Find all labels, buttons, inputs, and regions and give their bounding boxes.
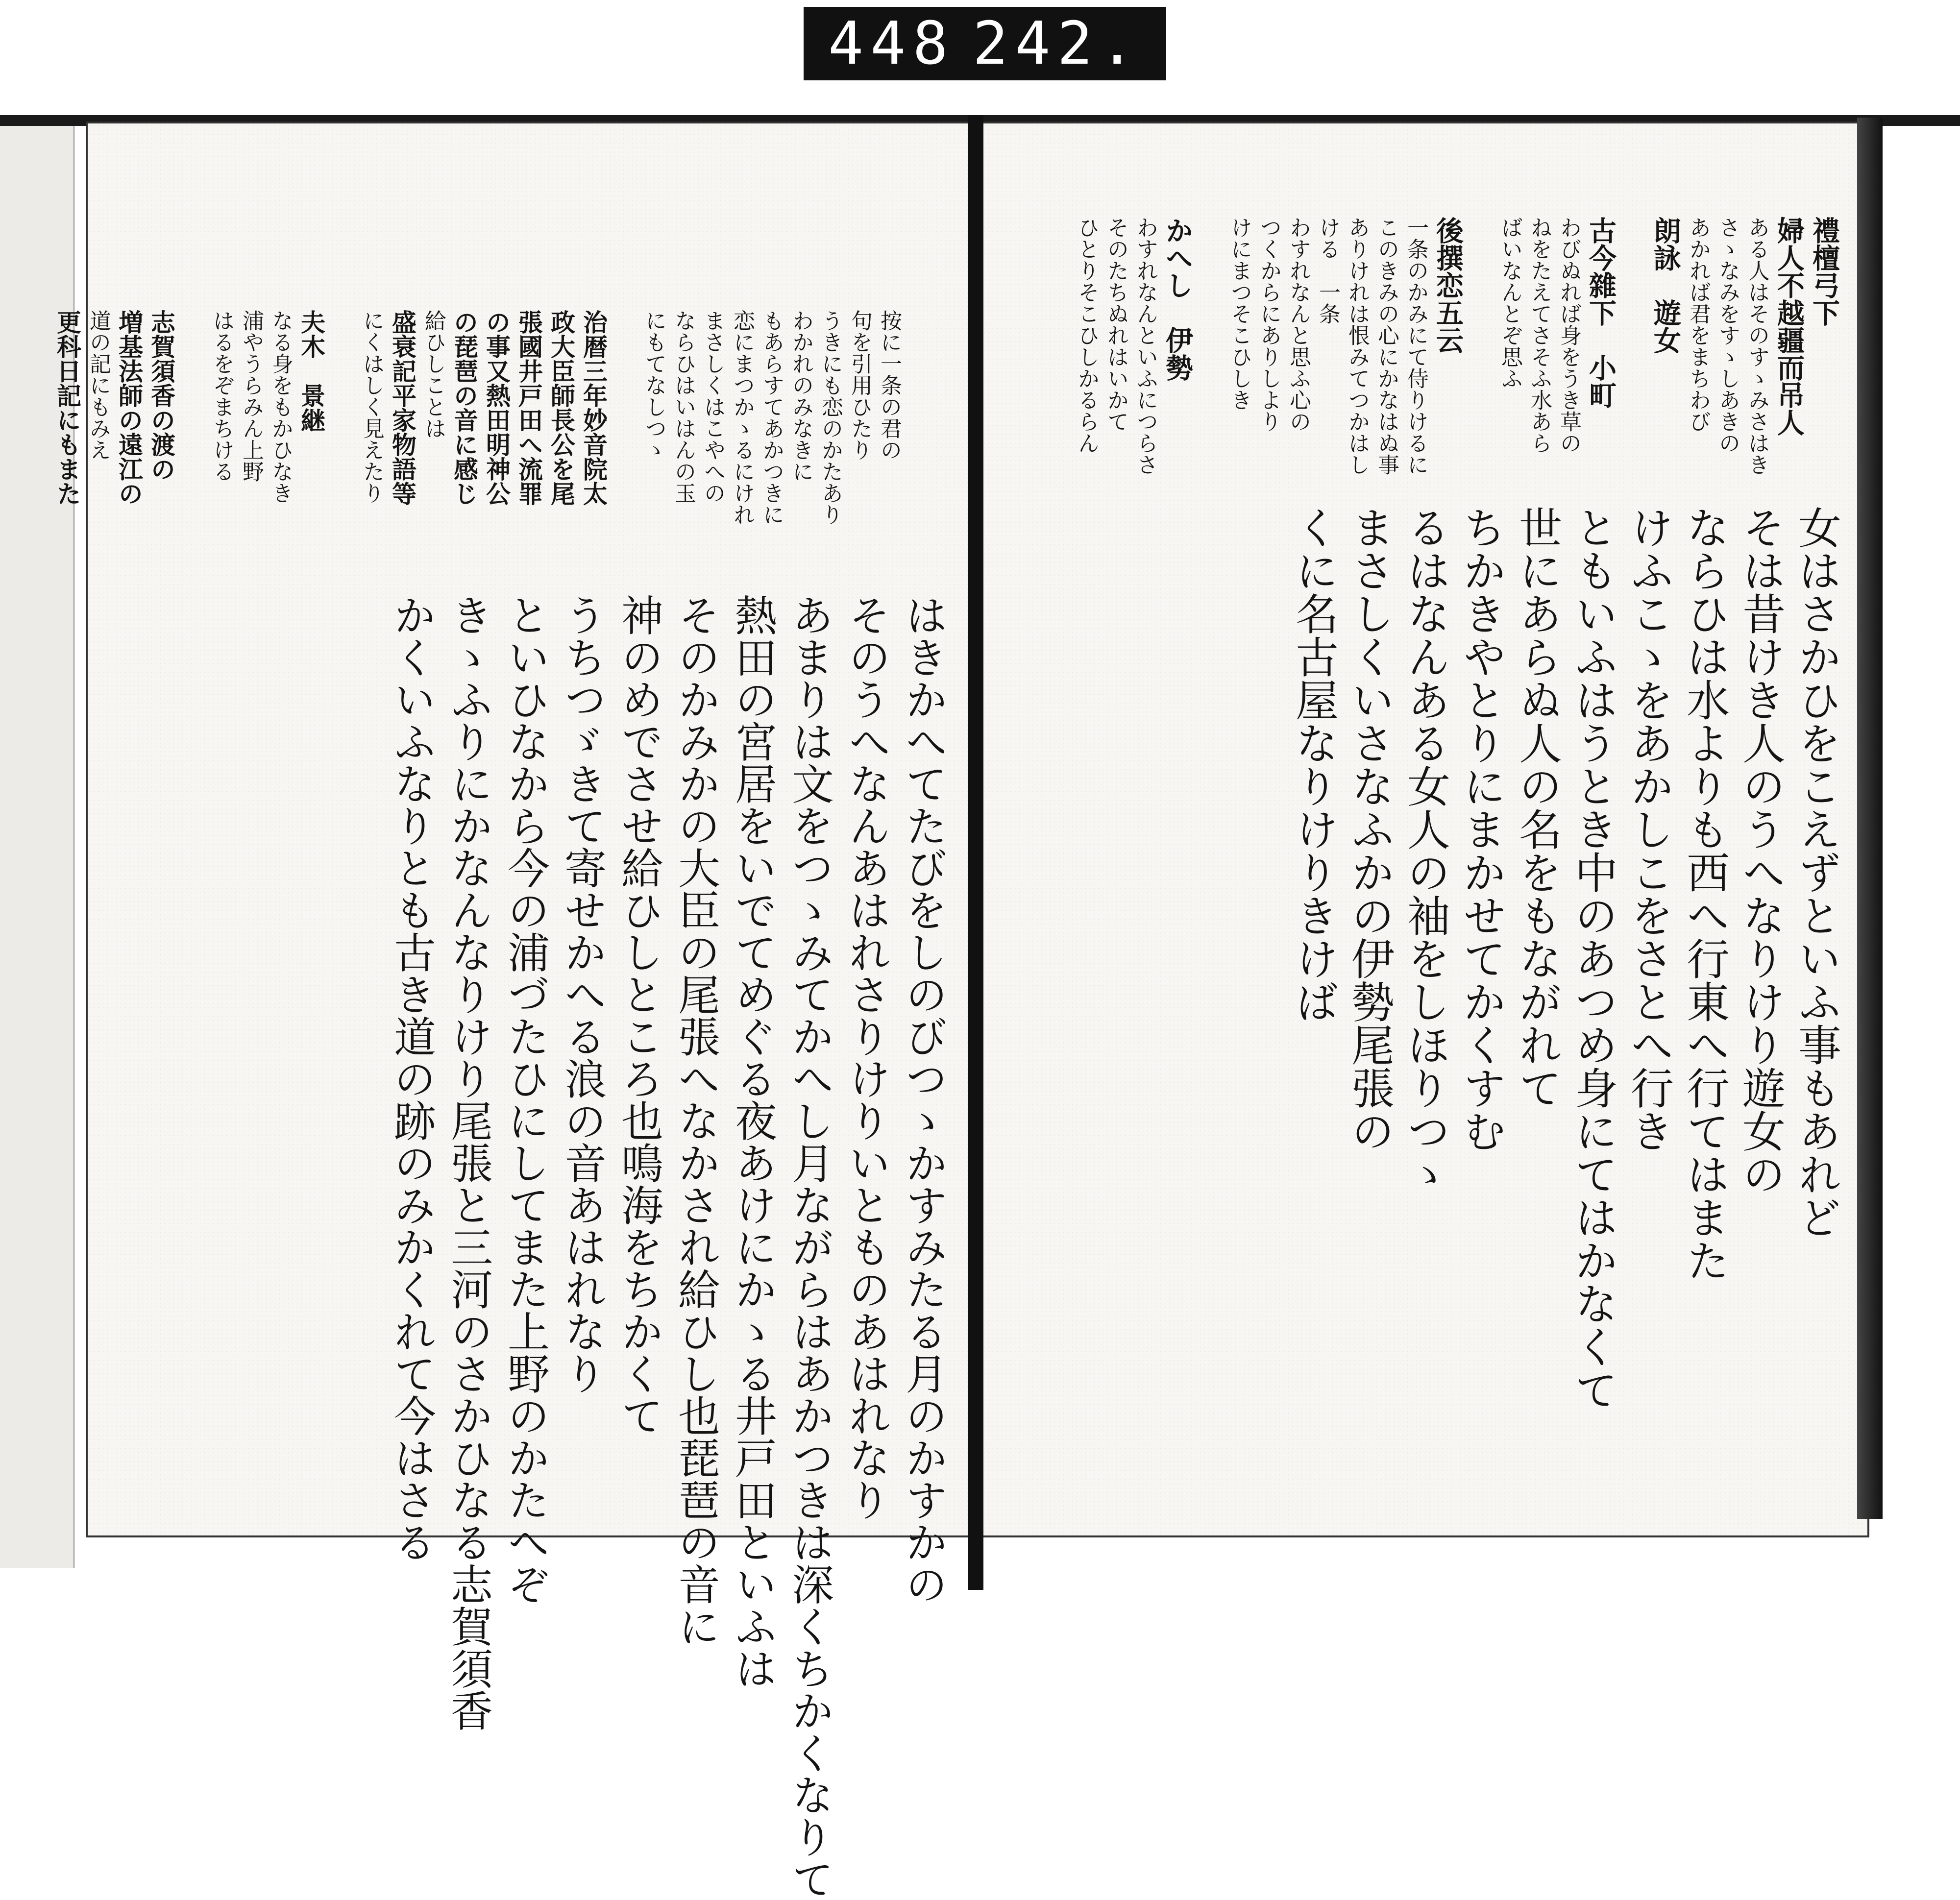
note-column: 恋にまつかゝるにけれ [730, 310, 755, 525]
note-column: 句を引用ひたり [847, 310, 872, 461]
left-page-main-text [375, 594, 947, 1900]
text-column: 世にあらぬ人の名をもながれて [1512, 506, 1563, 1109]
note-column [323, 310, 353, 525]
book-page-stack-edge [1857, 118, 1883, 1519]
note-column: ひとりそこひしかるらん [1074, 217, 1099, 454]
note-column: はるをぞまちける [209, 310, 234, 482]
note-column: わかれのみなきに [788, 310, 813, 482]
text-column: そは昔けき人のうへなりけり遊女の [1736, 506, 1786, 1195]
note-column: ける 一条 [1315, 217, 1340, 324]
note-column: ならひはいはんの玉 [671, 310, 696, 504]
note-column: 更科日記にもまた [53, 310, 82, 506]
text-column: きゝふりにかなんなりけり尾張と三河のさかひなる志賀須香 [443, 594, 492, 1731]
catalog-number-right: 242. [973, 9, 1142, 78]
note-column: 後撰恋五云 [1432, 217, 1464, 354]
note-column: 夫木 景継 [297, 310, 326, 432]
note-column [606, 310, 635, 525]
right-page-main-text [1279, 506, 1842, 1411]
note-column: にもてなしつゝ [641, 310, 666, 461]
text-column: そのうへなんあはれさりけりいとものあはれなり [841, 594, 890, 1521]
text-column: うちつゞきて寄せかへる浪の音あはれなり [557, 594, 606, 1394]
note-column: まさしくはこやへの [700, 310, 725, 504]
text-column: 女はさかひをこえずといふ事もあれど [1791, 506, 1842, 1239]
note-column: 治暦三年妙音院太 [579, 310, 608, 506]
note-column: 朗詠 遊女 [1649, 217, 1682, 354]
note-column: あかれば君をまちわび [1686, 217, 1711, 432]
note-column: 婦人不越疆而吊人 [1773, 217, 1805, 436]
text-column: 神のめでさせ給ひしところ也鳴海をちかくて [614, 594, 663, 1437]
note-column: 張國井戸田へ流罪 [514, 310, 543, 506]
catalog-label [804, 7, 1166, 80]
note-column: 道の記にもみえ [86, 310, 111, 461]
text-column: はきかへてたびをしのびつゝかすみたる月のかすかの [898, 594, 947, 1605]
note-column: 増基法師の遠江の [115, 310, 144, 506]
note-column: 按に一条の君の [877, 310, 902, 461]
note-column [1615, 217, 1644, 475]
note-column: ある人はそのすゝみさはき [1744, 217, 1769, 475]
note-column: の事又熱田明神公 [482, 310, 511, 506]
note-column: もあらすてあかつきに [759, 310, 784, 525]
text-column: あまりは文をつゝみてかへし月ながらはあかつきは深くちかくなりて [784, 594, 833, 1900]
note-column: なる身をもかひなき [268, 310, 293, 504]
note-column: わすれなんといふにつらさ [1133, 217, 1158, 475]
text-column: まさしくいさなふかの伊勢尾張の [1345, 506, 1395, 1152]
note-column [1191, 217, 1221, 475]
left-page-notes [47, 310, 900, 525]
note-column: 一条のかみにて侍りけるに [1403, 217, 1428, 475]
note-column: 浦やうらみん上野 [239, 310, 264, 482]
right-page-notes [1068, 217, 1838, 475]
note-column: ねをたえてさそふ水あら [1527, 217, 1552, 454]
note-column: うきにも恋のかたあり [818, 310, 843, 525]
text-column: ならひは水よりも西へ行東へ行てはまた [1680, 506, 1730, 1282]
note-column: 給ひしことは [421, 310, 446, 439]
text-column: ともいふはうとき中のあつめ身にてはかなくて [1568, 506, 1618, 1411]
book-gutter [968, 115, 983, 1590]
note-column: 禮檀弓下 [1808, 217, 1840, 326]
note-column: このきみの心にかなはぬ事 [1374, 217, 1399, 475]
note-column: わすれなんと思ふ心の [1286, 217, 1311, 432]
note-column: ばいなんとぞ思ふ [1497, 217, 1522, 389]
text-column: るはなんある女人の袖をしほりつゝ [1400, 506, 1451, 1195]
note-column: 古今雜下 小町 [1585, 217, 1617, 409]
note-column: さゝなみをすゝしあきの [1715, 217, 1740, 454]
text-column: くに名古屋なりけりきけば [1289, 506, 1339, 1023]
text-column: そのかみかの大臣の尾張へなかされ給ひし也琵琶の音に [671, 594, 720, 1647]
note-column: ありけれは恨みてつかはし [1345, 217, 1370, 475]
note-column: わびぬれば身をうき草の [1556, 217, 1581, 454]
text-column: ちかきやとりにまかせてかくすむ [1456, 506, 1507, 1152]
left-page [53, 122, 975, 1900]
note-column [1462, 217, 1491, 475]
note-column: にくはしく見えたり [359, 310, 384, 504]
note-column: かへし 伊勢 [1161, 217, 1194, 381]
note-column: けにまつそこひしき [1227, 217, 1252, 411]
note-column: 政大臣師長公を尾 [547, 310, 576, 506]
text-column: 熱田の宮居をいでてめぐる夜あけにかゝる井戸田といふは [728, 594, 777, 1689]
text-column: かくいふなりとも古き道の跡のみかくれて今はさる [387, 594, 436, 1563]
note-column: の琵琶の音に感じ [450, 310, 479, 506]
right-page [980, 122, 1869, 1537]
catalog-number-left: 448 [828, 9, 955, 78]
note-column: つくからにありしより [1256, 217, 1281, 432]
note-column: そのたちぬれはいかて [1103, 217, 1128, 432]
note-column [173, 310, 203, 525]
note-column: 盛衰記平家物語等 [388, 310, 417, 506]
note-column: 志賀須香の渡の [147, 310, 176, 481]
text-column: といひなから今の浦づたひにしてまた上野のかたへぞ [500, 594, 549, 1605]
text-column: けふこゝをあかしこをさとへ行き [1624, 506, 1674, 1152]
